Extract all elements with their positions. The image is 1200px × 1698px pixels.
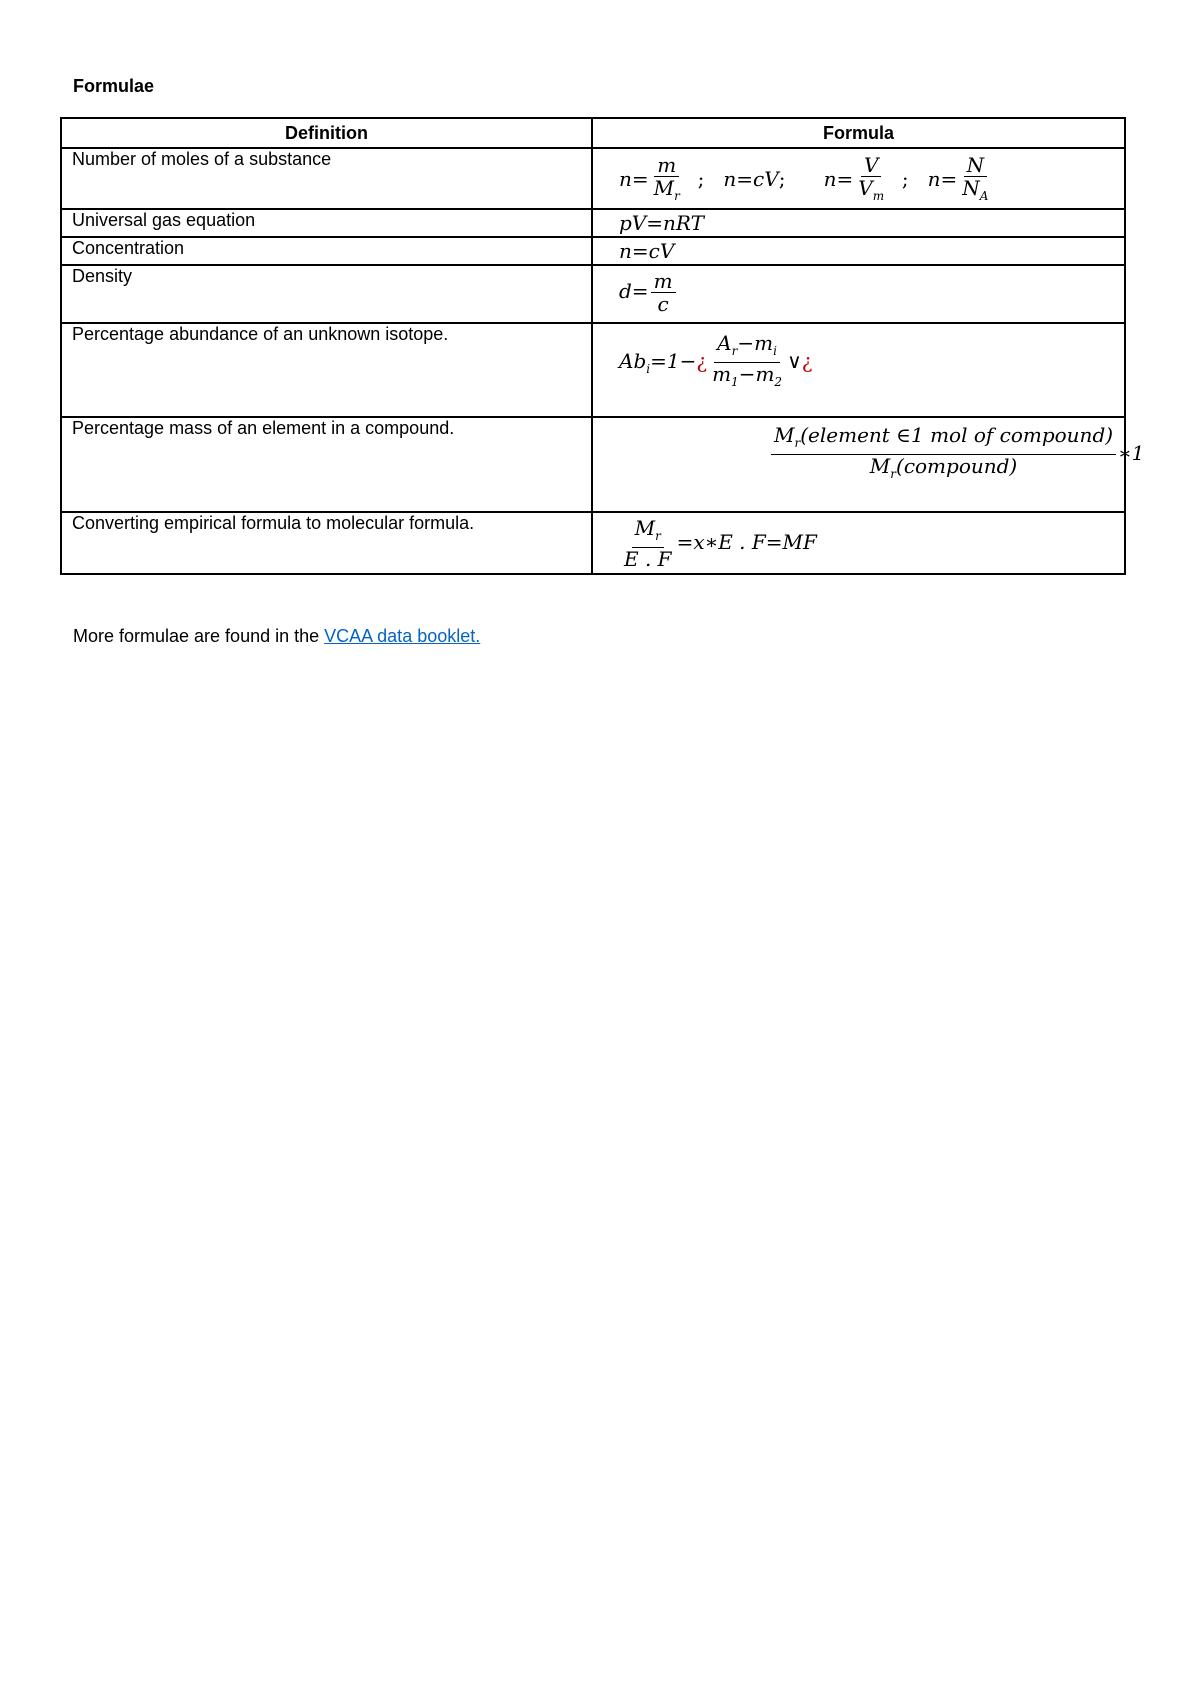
table-header-row: [61, 118, 1125, 148]
footnote: [73, 626, 480, 647]
formula-gas-equation: pV=nRT: [619, 211, 704, 235]
formula-cell: [592, 237, 1125, 265]
formula-moles: n= $\frac{m}{M_r}$ ; n=cV; n= $\frac{V}{V_m}$ ; n= $\frac{N}{N_A}$: [619, 153, 989, 203]
table-row: [61, 512, 1125, 574]
definition-cell: Percentage mass of an element in a compound.: [61, 417, 592, 512]
formula-cell: [592, 323, 1125, 417]
formula-empirical-molecular: $\frac{M_r}{E . F}$ =x∗E . F=MF: [624, 516, 817, 571]
definition-cell: Number of moles of a substance: [61, 148, 592, 209]
formula-percentage-mass: $\frac{M_r(element \in 1 mol of compound)}{M_r(compound)}$ ∗1: [769, 424, 1144, 485]
definition-cell: Percentage abundance of an unknown isotope.: [61, 323, 592, 417]
table-row: [61, 237, 1125, 265]
formulae-table: [60, 117, 1145, 575]
table-row: [61, 417, 1125, 512]
page-title: Formulae: [73, 76, 155, 96]
table-row: [61, 323, 1125, 417]
formula-concentration: n=cV: [619, 239, 675, 263]
table-row: [61, 265, 1125, 323]
definition-cell: Concentration: [61, 237, 592, 265]
formula-cell: [592, 265, 1125, 323]
formula-density: d= $\frac{m}{c}$: [619, 270, 678, 315]
vcaa-data-booklet-link[interactable]: VCAA data booklet.: [324, 626, 481, 646]
definition-cell: Universal gas equation: [61, 209, 592, 237]
formula-cell: [592, 512, 1125, 574]
definition-cell: Converting empirical formula to molecular formula.: [61, 512, 592, 574]
formula-cell: [592, 148, 1125, 209]
header-formula: Formula: [592, 118, 1125, 148]
table-row: [61, 209, 1125, 237]
footnote-text: More formulae are found in the: [73, 626, 325, 646]
definition-cell: Density: [61, 265, 592, 323]
table-row: [61, 148, 1125, 209]
header-definition: Definition: [61, 118, 592, 148]
formula-abundance: $Ab_i=1-¿$ $\frac{A_r-m_i}{m_1-m_2}$ ∨¿: [619, 331, 813, 389]
formula-cell: [592, 417, 1145, 512]
formula-cell: [592, 209, 1125, 237]
